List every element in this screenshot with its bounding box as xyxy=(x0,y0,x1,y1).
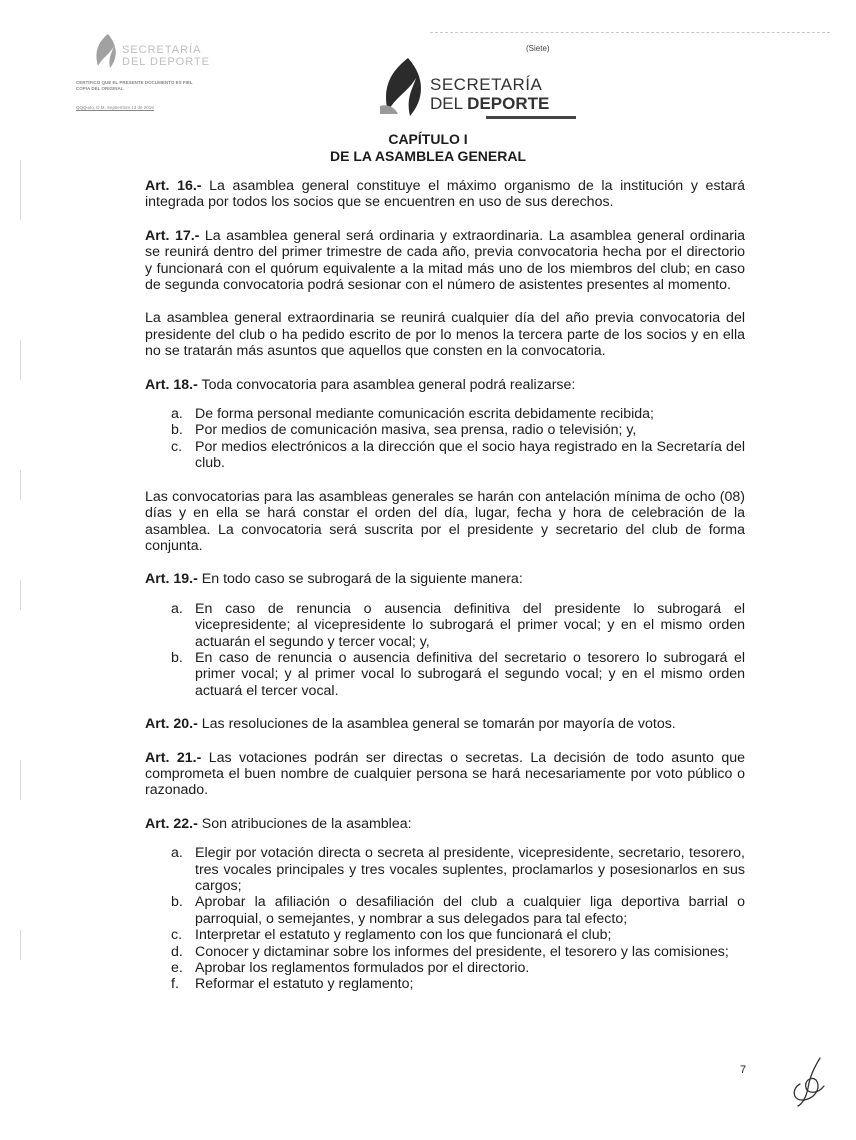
org-name-line1: SECRETARÍA xyxy=(430,75,543,94)
chapter-subtitle: DE LA ASAMBLEA GENERAL xyxy=(330,148,526,164)
sport-flame-logo-icon xyxy=(376,56,428,118)
stamp-brand-line2: DEL DEPORTE xyxy=(122,56,211,68)
article-22: Art. 22.- Son atribuciones de la asamblea: xyxy=(145,815,412,832)
page-note: (Siete) xyxy=(526,44,550,53)
article-17: Art. 17.- La asamblea general será ordinaria y extraordinaria. La asamblea general ordinaria se reunirá dentro del primer trimestre de cada año, previa convocatoria hecha por el directorio y funcionará con el quórum equivalente a la mitad más uno de los miembros del club; en caso de segunda convocatoria podrá sesionar con el número de asistentes presentes al momento. xyxy=(145,227,745,294)
logo-underline xyxy=(486,116,576,119)
document-body xyxy=(145,178,745,1010)
article-17-paragraph: La asamblea general extraordinaria se reunirá cualquier día del año previa convocatoria del presidente del club o ha pedido escrito de por lo menos la tercera parte de los socios y en ella no se tratarán más asuntos que aquellos que consten en la convocatoria. xyxy=(145,310,745,360)
scan-mark xyxy=(20,340,21,380)
stamp-brand xyxy=(122,44,210,68)
handwritten-signature-icon xyxy=(784,1054,834,1110)
scan-mark xyxy=(20,760,21,800)
list-item: b. Aprobar la afiliación o desafiliación del club a cualquier liga deportiva barrial o parroquial, o semejantes, y nombrar a sus delegados para tal efecto; xyxy=(171,894,745,927)
scan-mark xyxy=(20,470,21,500)
list-item: c. Interpretar el estatuto y reglamento con los que funcionará el club; xyxy=(171,927,612,944)
list-item: f. Reformar el estatuto y reglamento; xyxy=(171,976,414,993)
article-20: Art. 20.- Las resoluciones de la asamblea general se tomarán por mayoría de votos. xyxy=(145,716,676,733)
article-18: Art. 18.- Toda convocatoria para asamblea general podrá realizarse: xyxy=(145,376,576,393)
list-item: b. En caso de renuncia o ausencia definitiva del secretario o tesorero lo subrogará el primer vocal; y al primer vocal lo subrogará el segundo vocal; y en el mismo orden actuará el tercer vocal. xyxy=(171,649,745,699)
certification-stamp xyxy=(62,28,222,123)
article-16: Art. 16.- La asamblea general constituye el máximo organismo de la institución y estará integrada por todos los socios que se encuentren en uso de sus derechos. xyxy=(145,178,745,211)
list-item: b. Por medios de comunicación masiva, sea prensa, radio o televisión; y, xyxy=(171,422,637,439)
stamp-brand-line1: SECRETARÍA xyxy=(122,44,202,56)
article-21: Art. 21.- Las votaciones podrán ser directas o secretas. La decisión de todo asunto que comprometa el buen nombre de cualquier persona se hará necesariamente por voto público o razonado. xyxy=(145,749,745,799)
top-divider xyxy=(430,32,830,34)
stamp-date: QQQuito, D.M. Septiembre 13 de 2018 xyxy=(76,105,154,110)
list-item: d. Conocer y dictaminar sobre los informes del presidente, el tesorero y las comisiones; xyxy=(171,943,729,960)
list-item: a. De forma personal mediante comunicación escrita debidamente recibida; xyxy=(171,406,654,423)
article-19-list xyxy=(145,601,745,699)
header-logo xyxy=(376,56,576,122)
page-number: 7 xyxy=(740,1064,747,1076)
article-18-paragraph: Las convocatorias para las asambleas generales se harán con antelación mínima de ocho (08) días y en ella se hará constar el orden del día, lugar, fecha y hora de celebración de la asamblea. La convocatoria será suscrita por el presidente y secretario del club de forma conjunta. xyxy=(145,488,745,554)
list-item: a. En caso de renuncia o ausencia definitiva del presidente lo subrogará el vicepresidente; al vicepresidente lo subrogará el primer vocal; y en el mismo orden actuarán el segundo y tercer vocal; y, xyxy=(171,600,745,650)
org-name-line2: DEL DEPORTE xyxy=(430,94,550,113)
scan-mark xyxy=(20,930,21,960)
article-19: Art. 19.- En todo caso se subrogará de la siguiente manera: xyxy=(145,571,523,588)
chapter-title: CAPÍTULO I xyxy=(388,131,468,147)
list-item: c. Por medios electrónicos a la dirección que el socio haya registrado en la Secretaría del club. xyxy=(171,438,745,472)
article-22-list xyxy=(145,845,745,993)
scan-mark xyxy=(20,160,21,220)
sport-flame-logo-icon xyxy=(90,32,120,72)
list-item: a. Elegir por votación directa o secreta al presidente, vicepresidente, secretario, tesorero, tres vocales principales y tres vocales suplentes, proclamarlos y posesionarlos en sus cargos; xyxy=(171,845,745,894)
article-18-list xyxy=(145,406,745,472)
list-item: e. Aprobar los reglamentos formulados por el directorio. xyxy=(171,960,530,977)
stamp-certificate-text: CERTIFICO QUE EL PRESENTE DOCUMENTO ES FIEL COPIA DEL ORIGINAL xyxy=(76,80,193,91)
scan-mark xyxy=(20,580,21,610)
